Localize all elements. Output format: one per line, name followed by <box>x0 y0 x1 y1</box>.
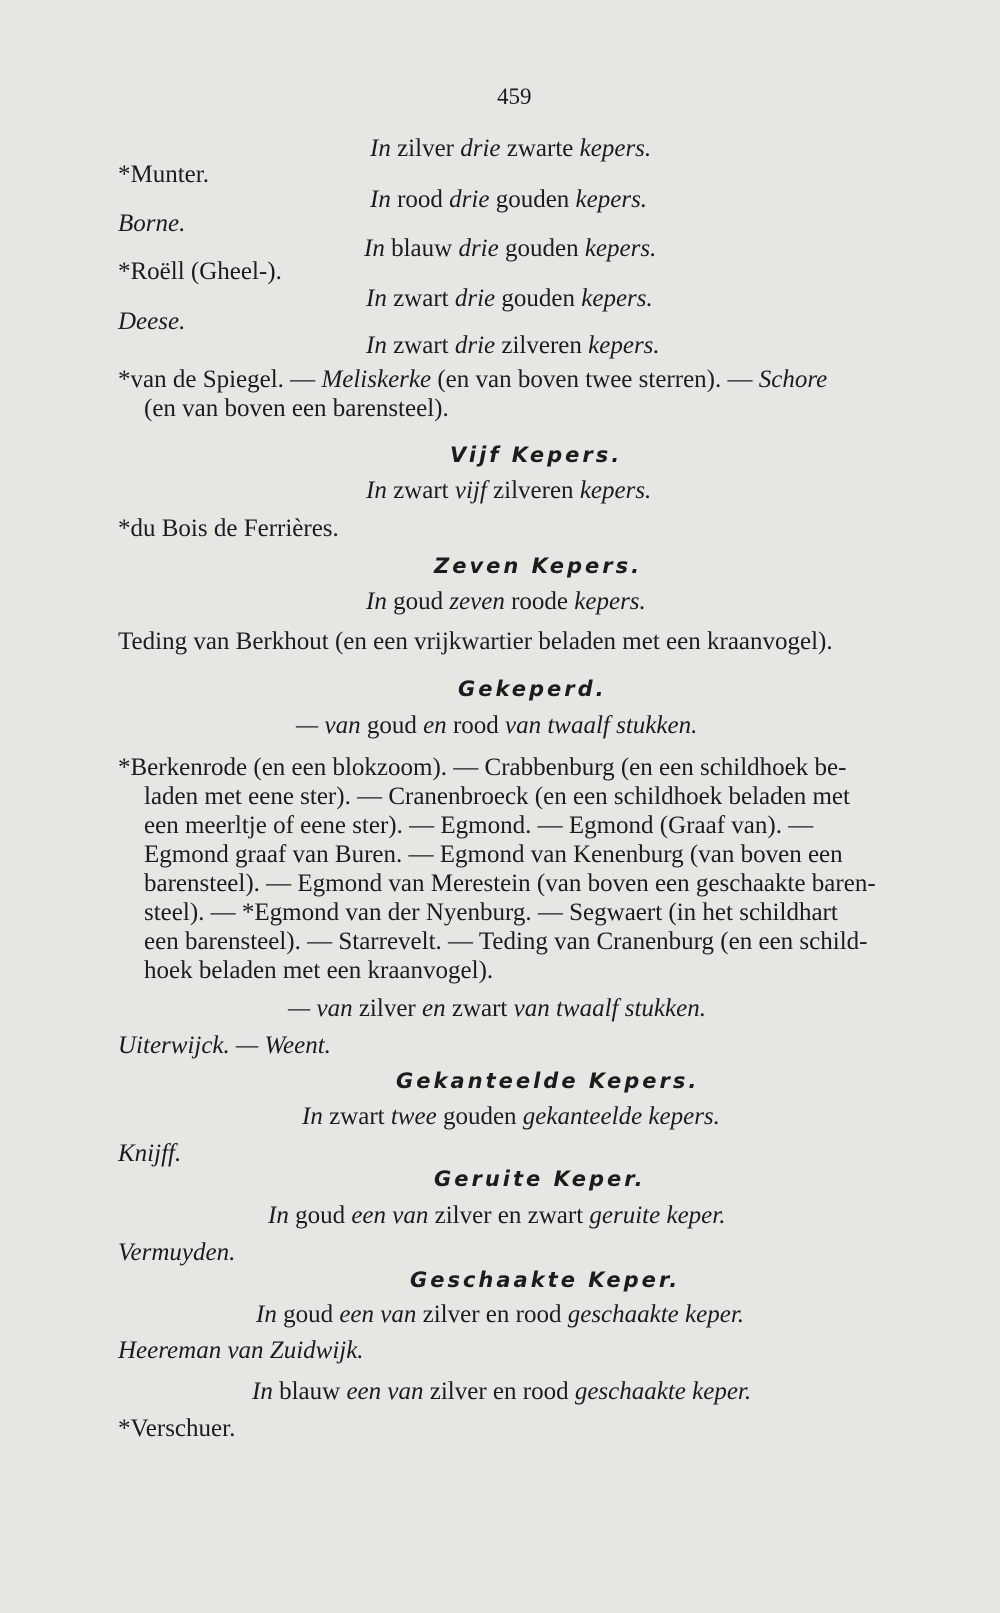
family-names-line: (en van boven een barensteel). <box>144 395 449 422</box>
family-name: Deese. <box>118 308 186 335</box>
page-number: 459 <box>497 84 532 109</box>
blazon-line: In goud zeven roode kepers. <box>366 588 646 615</box>
blazon-line: — van zilver en zwart van twaalf stukken. <box>288 995 706 1022</box>
section-heading: Geruite Keper. <box>434 1167 646 1191</box>
family-name: Heereman van Zuidwijk. <box>118 1337 364 1364</box>
section-heading: Gekeperd. <box>458 677 607 701</box>
family-name: Vermuyden. <box>118 1239 236 1266</box>
blazon-line: In zwart twee gouden gekanteelde kepers. <box>302 1103 720 1130</box>
section-heading: Zeven Kepers. <box>434 554 643 578</box>
family-name: Borne. <box>118 210 186 237</box>
blazon-line: In goud een van zilver en zwart geruite keper. <box>268 1202 726 1229</box>
blazon-line: In zilver drie zwarte kepers. <box>370 135 652 162</box>
blazon-line: In zwart vijf zilveren kepers. <box>366 477 652 504</box>
family-name: *Munter. <box>118 161 209 188</box>
section-heading: Gekanteelde Kepers. <box>396 1069 700 1093</box>
blazon-line: — van goud en rood van twaalf stukken. <box>296 712 698 739</box>
section-heading: Vijf Kepers. <box>450 443 623 467</box>
family-name: Teding van Berkhout (en een vrijkwartier beladen met een kraanvogel). <box>118 628 833 655</box>
blazon-line: In zwart drie gouden kepers. <box>366 285 653 312</box>
section-heading: Geschaakte Keper. <box>410 1268 681 1292</box>
blazon-line: In rood drie gouden kepers. <box>370 186 648 213</box>
family-name: *Roëll (Gheel-). <box>118 258 282 285</box>
family-name: *du Bois de Ferrières. <box>118 515 339 542</box>
blazon-line: In blauw drie gouden kepers. <box>364 235 657 262</box>
family-name: Knijff. <box>118 1140 182 1167</box>
family-names-line: *van de Spiegel. — Meliskerke (en van boven twee sterren). — Schore <box>118 366 828 393</box>
blazon-line: In blauw een van zilver en rood geschaakte keper. <box>252 1378 752 1405</box>
blazon-line: In goud een van zilver en rood geschaakte keper. <box>256 1301 745 1328</box>
family-name: *Verschuer. <box>118 1415 236 1442</box>
blazon-line: In zwart drie zilveren kepers. <box>366 332 660 359</box>
family-names-paragraph: *Berkenrode (en een blokzoom). — Crabbenburg (en een schildhoek be- laden met eene ster). — Cranenbroeck (en een schildhoek beladen met een meerltje of eene ster). — Egmond. — Egmond (Graaf van). — Egmond graaf van Buren. — Egmond van Kenenburg (van boven een barensteel). — Egmond van Merestein (van boven een geschaakte baren- steel). — *Egmond van der Nyenburg. — Segwaert (in het schildhart een barensteel). — Starrevelt. — Teding van Cranenburg (en een schild- hoek beladen met een kraanvogel). <box>118 754 876 984</box>
family-names-line: Uiterwijck. — Weent. <box>118 1032 331 1059</box>
